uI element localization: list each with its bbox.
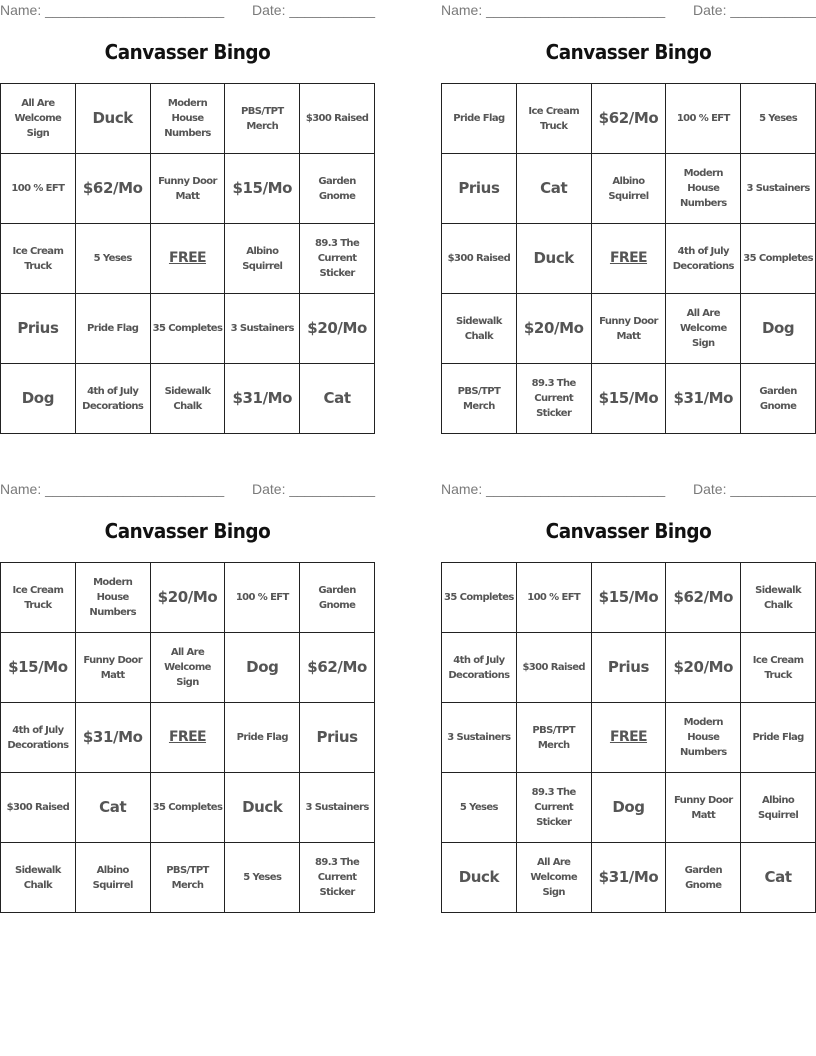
bingo-cell: 100 % EFT [666,84,741,154]
bingo-cell: Duck [225,773,300,843]
bingo-cell: 3 Sustainers [741,154,816,224]
bingo-cell: 35 Completes [150,773,225,843]
bingo-cell: Cat [75,773,150,843]
grid-row [1,703,375,773]
date-label: Date: ___________ [693,481,816,497]
bingo-cell: $15/Mo [1,633,76,703]
free-space-cell: FREE [591,703,666,773]
name-label: Name: _______________________ [0,481,225,497]
bingo-cell: 4th of July Decorations [666,224,741,294]
grid-row [1,563,375,633]
bingo-cell: Sidewalk Chalk [150,364,225,434]
card-title: Canvasser Bingo [545,519,712,543]
free-space-cell: FREE [591,224,666,294]
grid-row [1,294,375,364]
grid-row [1,364,375,434]
date-label: Date: ___________ [252,2,375,18]
bingo-cell: Modern House Numbers [75,563,150,633]
bingo-card-2 [441,0,816,419]
bingo-cell: 5 Yeses [442,773,517,843]
name-date-row [441,479,816,501]
bingo-cell: 100 % EFT [1,154,76,224]
bingo-cell: 89.3 The Current Sticker [516,364,591,434]
bingo-cell: $31/Mo [225,364,300,434]
bingo-cell: 35 Completes [741,224,816,294]
grid-row [442,154,816,224]
bingo-cell: Ice Cream Truck [741,633,816,703]
bingo-cell: All Are Welcome Sign [150,633,225,703]
bingo-cell: 3 Sustainers [225,294,300,364]
grid-row [1,633,375,703]
bingo-grid [0,562,375,913]
bingo-cell: $20/Mo [300,294,375,364]
bingo-cell: Duck [75,84,150,154]
bingo-cell: $62/Mo [75,154,150,224]
bingo-cell: All Are Welcome Sign [666,294,741,364]
bingo-cell: $31/Mo [666,364,741,434]
grid-row [1,154,375,224]
bingo-cell: 100 % EFT [516,563,591,633]
bingo-cell: Prius [300,703,375,773]
bingo-cell: $300 Raised [300,84,375,154]
bingo-grid [441,562,816,913]
bingo-cell: $15/Mo [591,364,666,434]
bingo-cell: $31/Mo [75,703,150,773]
bingo-cell: 3 Sustainers [300,773,375,843]
bingo-cell: 35 Completes [150,294,225,364]
grid-row [442,364,816,434]
bingo-cell: PBS/TPT Merch [442,364,517,434]
bingo-cell: Duck [442,843,517,913]
bingo-cell: $300 Raised [516,633,591,703]
bingo-cell: 4th of July Decorations [75,364,150,434]
grid-row [442,843,816,913]
bingo-cell: 89.3 The Current Sticker [516,773,591,843]
name-label: Name: _______________________ [0,2,225,18]
bingo-cell: 5 Yeses [741,84,816,154]
bingo-cell: $62/Mo [591,84,666,154]
name-date-row [0,479,375,501]
bingo-cell: Prius [1,294,76,364]
bingo-cell: 5 Yeses [75,224,150,294]
grid-row [442,633,816,703]
bingo-cell: $300 Raised [442,224,517,294]
grid-row [442,703,816,773]
bingo-cell: 89.3 The Current Sticker [300,843,375,913]
grid-row [442,773,816,843]
bingo-cell: Ice Cream Truck [1,224,76,294]
bingo-cell: $62/Mo [300,633,375,703]
bingo-cell: Prius [442,154,517,224]
grid-row [442,294,816,364]
bingo-cell: Funny Door Matt [150,154,225,224]
bingo-card-4 [441,479,816,898]
grid-row [1,843,375,913]
bingo-cell: Cat [741,843,816,913]
bingo-cell: 4th of July Decorations [1,703,76,773]
bingo-cell: Modern House Numbers [150,84,225,154]
bingo-cell: Cat [300,364,375,434]
bingo-cell: $20/Mo [516,294,591,364]
bingo-cell: 89.3 The Current Sticker [300,224,375,294]
bingo-cell: Pride Flag [75,294,150,364]
date-label: Date: ___________ [693,2,816,18]
bingo-cell: All Are Welcome Sign [1,84,76,154]
bingo-cell: 3 Sustainers [442,703,517,773]
bingo-cell: $20/Mo [666,633,741,703]
bingo-cell: Garden Gnome [300,563,375,633]
free-space-cell: FREE [150,703,225,773]
date-label: Date: ___________ [252,481,375,497]
bingo-cell: Modern House Numbers [666,154,741,224]
bingo-cell: Funny Door Matt [591,294,666,364]
bingo-cell: Albino Squirrel [591,154,666,224]
bingo-cell: $31/Mo [591,843,666,913]
bingo-cell: $15/Mo [591,563,666,633]
bingo-cell: $20/Mo [150,563,225,633]
card-title: Canvasser Bingo [545,40,712,64]
grid-row [442,563,816,633]
bingo-cell: $300 Raised [1,773,76,843]
bingo-cell: $15/Mo [225,154,300,224]
bingo-cell: Modern House Numbers [666,703,741,773]
bingo-cell: Dog [591,773,666,843]
bingo-cell: Sidewalk Chalk [442,294,517,364]
bingo-cell: Pride Flag [741,703,816,773]
bingo-grid [0,83,375,434]
bingo-cell: Sidewalk Chalk [741,563,816,633]
bingo-cell: Funny Door Matt [75,633,150,703]
grid-row [1,773,375,843]
bingo-card-3 [0,479,375,898]
bingo-cell: Duck [516,224,591,294]
card-title: Canvasser Bingo [104,519,271,543]
bingo-cell: Albino Squirrel [741,773,816,843]
bingo-cell: 100 % EFT [225,563,300,633]
bingo-cell: 35 Completes [442,563,517,633]
card-title: Canvasser Bingo [104,40,271,64]
grid-row [442,84,816,154]
bingo-grid [441,83,816,434]
grid-row [442,224,816,294]
name-date-row [0,0,375,22]
bingo-cell: 5 Yeses [225,843,300,913]
bingo-cell: Sidewalk Chalk [1,843,76,913]
bingo-cell: PBS/TPT Merch [516,703,591,773]
bingo-cell: Dog [225,633,300,703]
free-space-cell: FREE [150,224,225,294]
bingo-cell: Cat [516,154,591,224]
bingo-cell: All Are Welcome Sign [516,843,591,913]
name-label: Name: _______________________ [441,2,666,18]
bingo-cell: Garden Gnome [741,364,816,434]
bingo-cell: Funny Door Matt [666,773,741,843]
name-label: Name: _______________________ [441,481,666,497]
bingo-cell: Pride Flag [225,703,300,773]
bingo-cell: Ice Cream Truck [516,84,591,154]
bingo-cell: Ice Cream Truck [1,563,76,633]
bingo-cell: $62/Mo [666,563,741,633]
bingo-cell: Dog [741,294,816,364]
bingo-cell: PBS/TPT Merch [150,843,225,913]
bingo-card-1 [0,0,375,412]
bingo-cell: 4th of July Decorations [442,633,517,703]
grid-row [1,224,375,294]
bingo-cell: Garden Gnome [666,843,741,913]
bingo-cell: Garden Gnome [300,154,375,224]
bingo-cell: Prius [591,633,666,703]
bingo-cell: Dog [1,364,76,434]
bingo-cell: Albino Squirrel [225,224,300,294]
bingo-cell: PBS/TPT Merch [225,84,300,154]
name-date-row [441,0,816,22]
bingo-cell: Albino Squirrel [75,843,150,913]
bingo-cell: Pride Flag [442,84,517,154]
grid-row [1,84,375,154]
